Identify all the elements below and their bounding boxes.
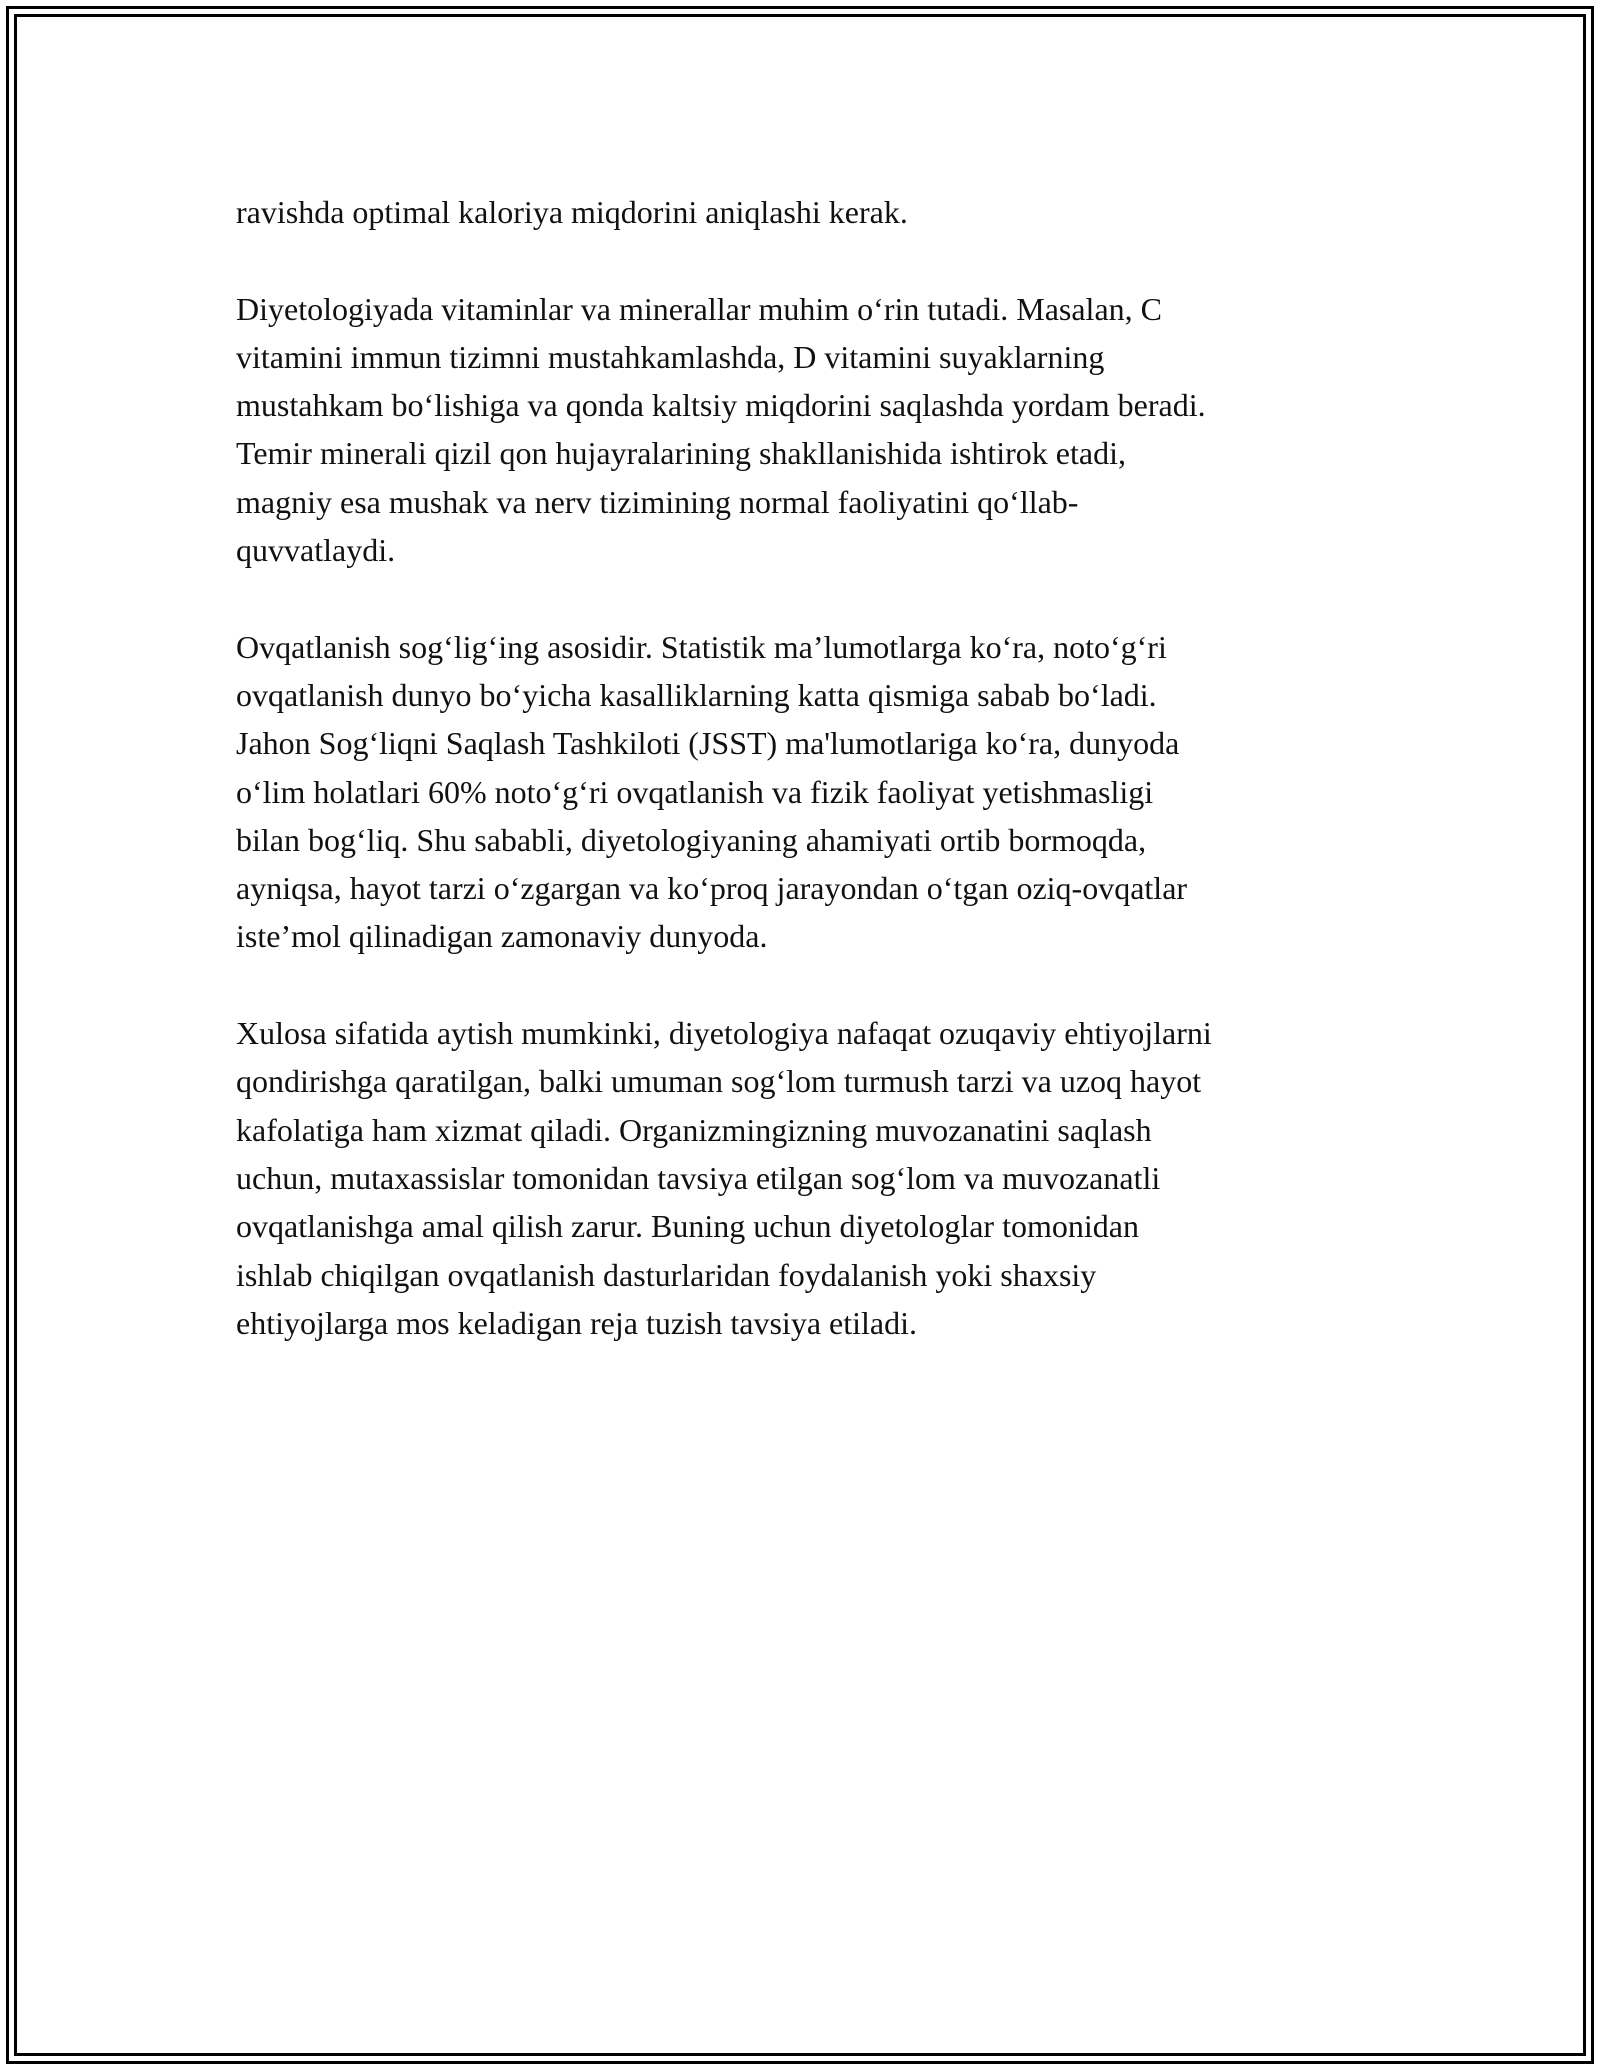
text-line: Jahon Sog‘liqni Saqlash Tashkiloti (JSST) ma'lumotlariga ko‘ra, dunyoda [236, 725, 1180, 762]
document-body [236, 188, 1376, 1395]
text-line: mustahkam bo‘lishiga va qonda kaltsiy miqdorini saqlashda yordam beradi. [236, 387, 1206, 424]
text-line: qondirishga qaratilgan, balki umuman sog‘lom turmush tarzi va uzoq hayot [236, 1063, 1202, 1100]
text-line: ishlab chiqilgan ovqatlanish dasturlaridan foydalanish yoki shaxsiy [236, 1256, 1097, 1293]
text-line: ayniqsa, hayot tarzi o‘zgargan va ko‘proq jarayondan o‘tgan oziq-ovqatlar [236, 870, 1188, 907]
text-line: ovqatlanishga amal qilish zarur. Buning uchun diyetologlar tomonidan [236, 1208, 1139, 1245]
text-line: Ovqatlanish sog‘lig‘ing asosidir. Statistik ma’lumotlarga ko‘ra, noto‘g‘ri [236, 628, 1167, 665]
paragraph [236, 188, 1376, 236]
text-line: Xulosa sifatida aytish mumkinki, diyetologiya nafaqat ozuqaviy ehtiyojlarni [236, 1015, 1212, 1052]
paragraph [236, 1009, 1376, 1347]
text-line: Temir minerali qizil qon hujayralarining shakllanishida ishtirok etadi, [236, 435, 1126, 472]
text-line: bilan bog‘liq. Shu sababli, diyetologiyaning ahamiyati ortib bormoqda, [236, 821, 1147, 858]
text-line: quvvatlaydi. [236, 532, 396, 569]
text-line: Diyetologiyada vitaminlar va minerallar muhim o‘rin tutadi. Masalan, C [236, 290, 1162, 327]
paragraph [236, 285, 1376, 575]
text-line: iste’mol qilinadigan zamonaviy dunyoda. [236, 918, 768, 955]
text-line: uchun, mutaxassislar tomonidan tavsiya etilgan sog‘lom va muvozanatli [236, 1159, 1161, 1196]
text-line: o‘lim holatlari 60% noto‘g‘ri ovqatlanish va fizik faoliyat yetishmasligi [236, 773, 1154, 810]
text-line: kafolatiga ham xizmat qiladi. Organizmingizning muvozanatini saqlash [236, 1111, 1152, 1148]
paragraph [236, 623, 1376, 961]
text-line: ehtiyojlarga mos keladigan reja tuzish tavsiya etiladi. [236, 1304, 917, 1341]
text-line: vitamini immun tizimni mustahkamlashda, D vitamini suyaklarning [236, 338, 1105, 375]
text-line: ravishda optimal kaloriya miqdorini aniqlashi kerak. [236, 194, 908, 230]
text-line: magniy esa mushak va nerv tizimining normal faoliyatini qo‘llab- [236, 483, 1079, 520]
text-line: ovqatlanish dunyo bo‘yicha kasalliklarning katta qismiga sabab bo‘ladi. [236, 676, 1157, 713]
